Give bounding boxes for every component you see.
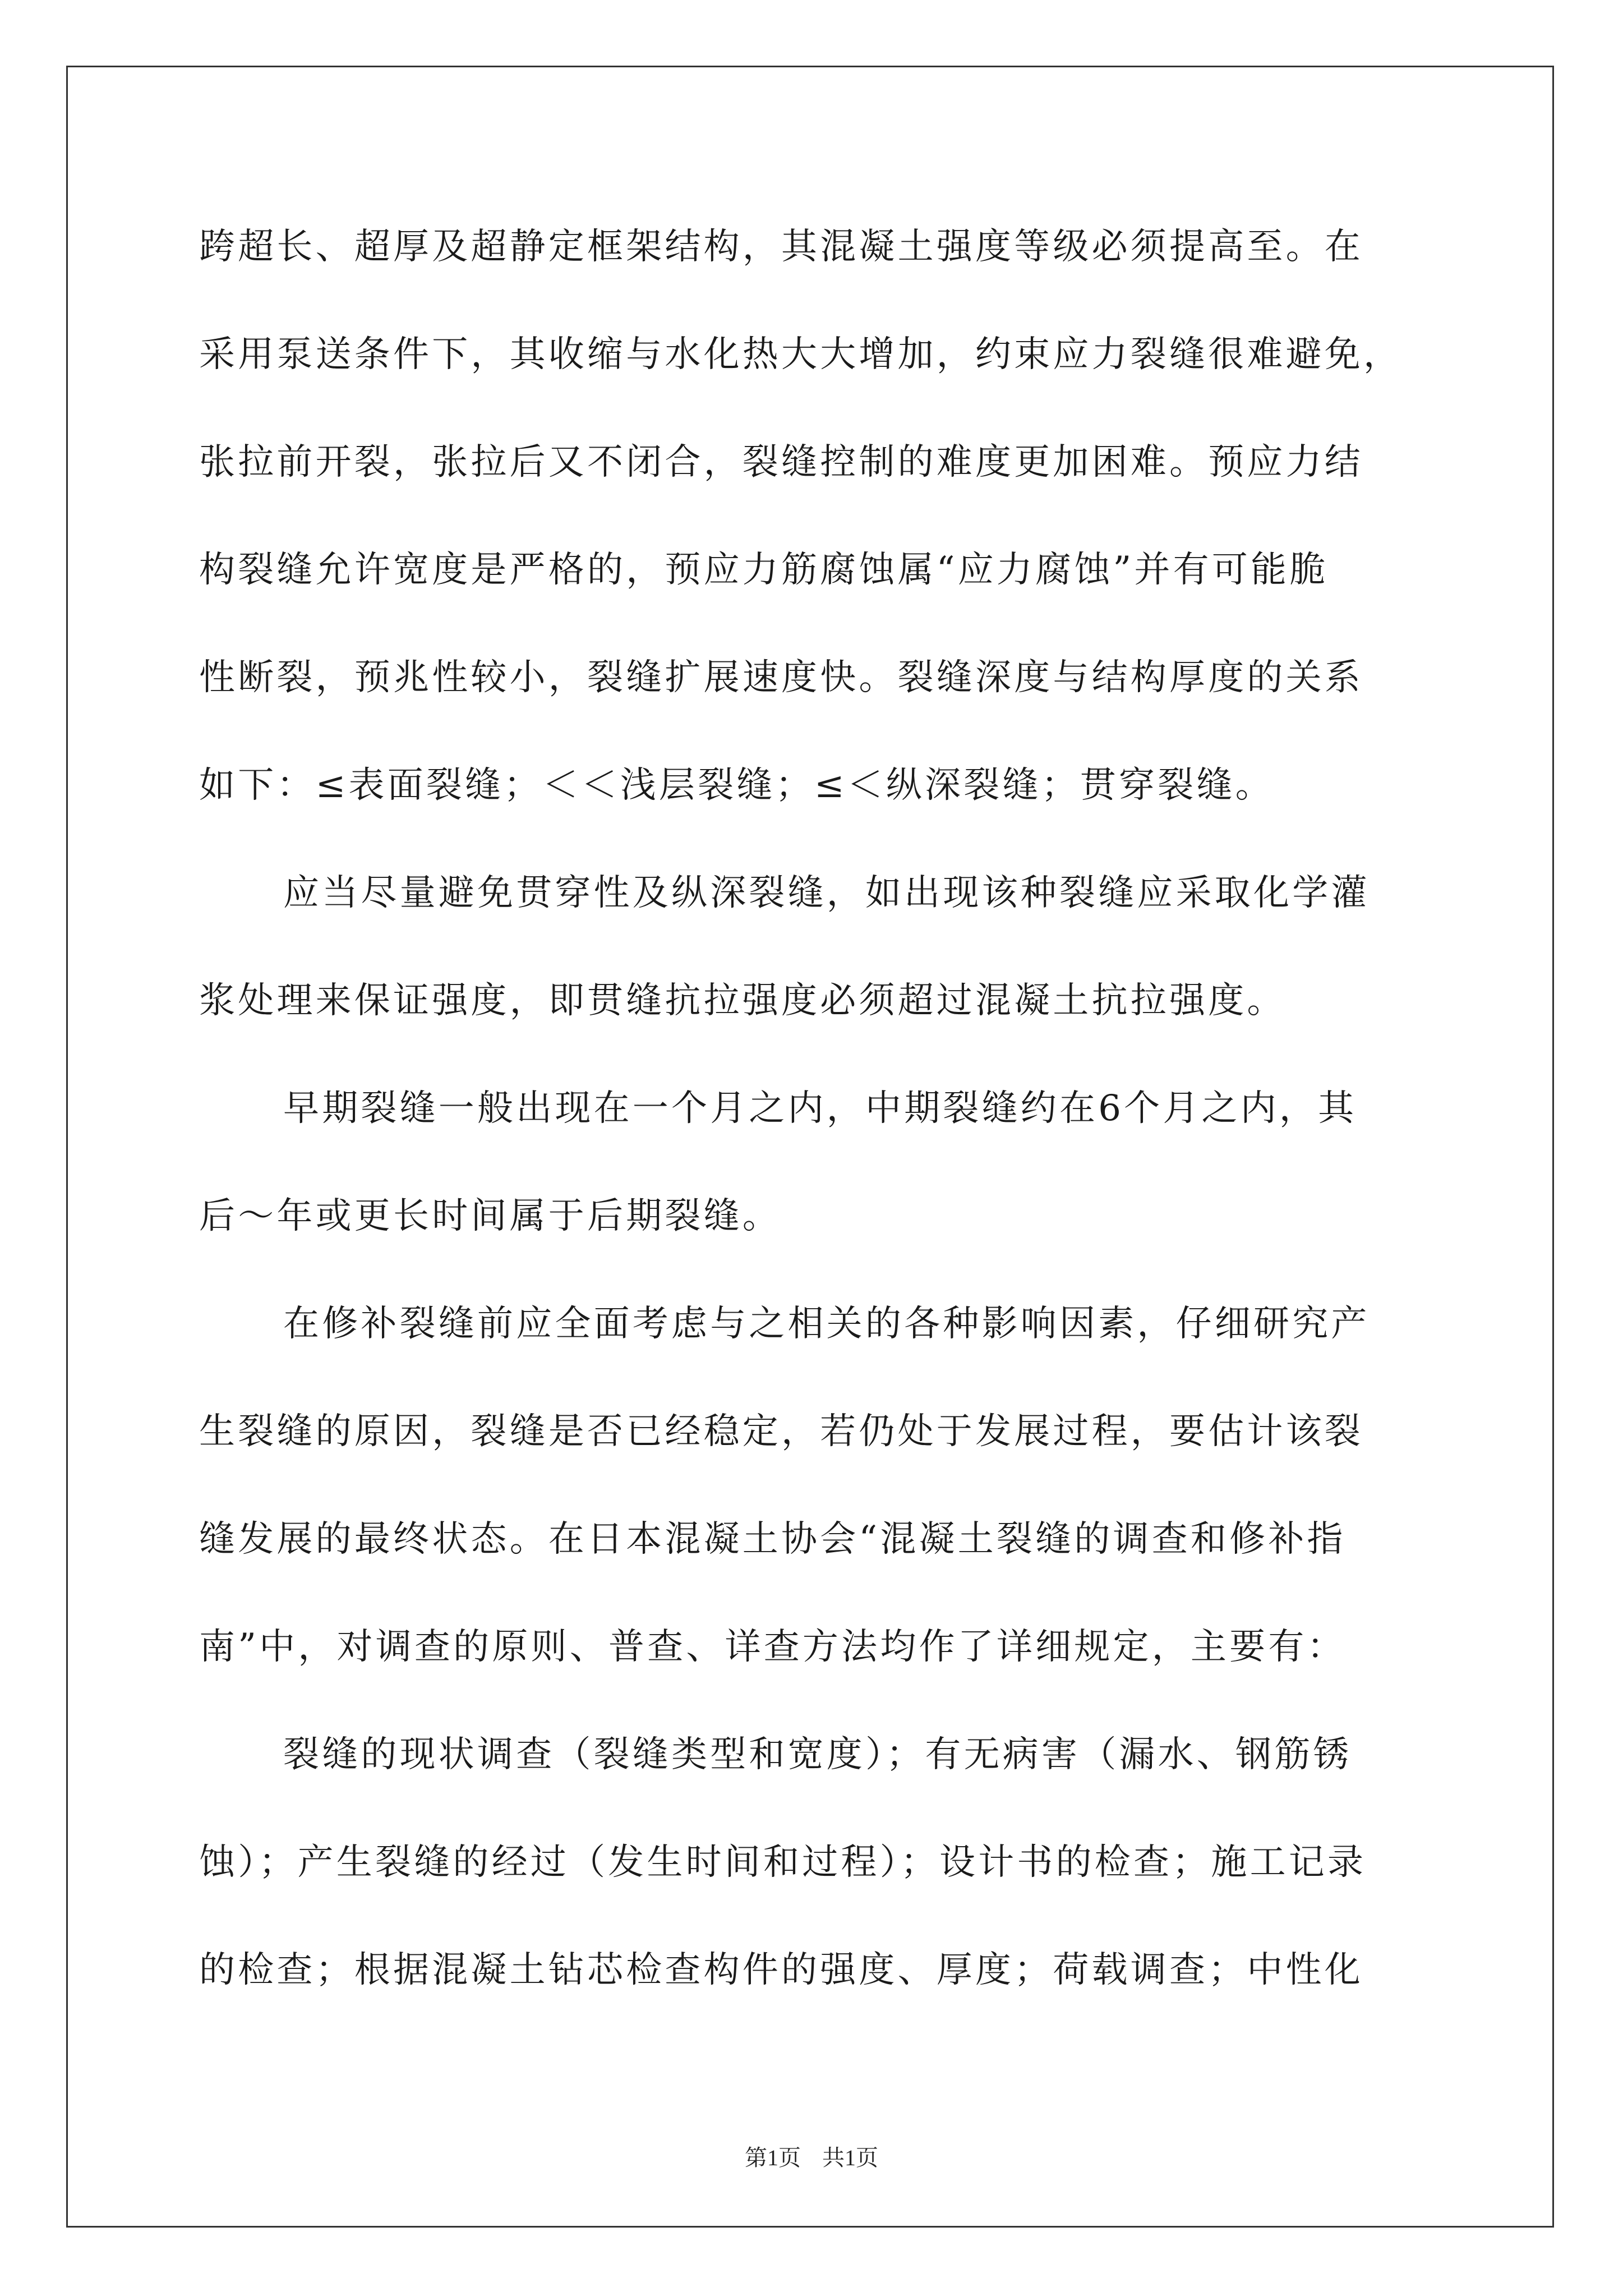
text-line: 在修补裂缝前应全面考虑与之相关的各种影响因素，仔细研究产	[283, 1303, 1370, 1345]
text-line: 缝发展的最终状态。在日本混凝土协会“混凝土裂缝的调查和修补指	[199, 1519, 1346, 1560]
text-line: 应当尽量避免贯穿性及纵深裂缝，如出现该种裂缝应采取化学灌	[283, 872, 1370, 914]
text-line: 生裂缝的原因，裂缝是否已经稳定，若仍处于发展过程，要估计该裂	[199, 1411, 1363, 1452]
text-line: 的检查；根据混凝土钻芯检查构件的强度、厚度；荷载调查；中性化	[199, 1949, 1363, 1991]
text-line: 张拉前开裂，张拉后又不闭合，裂缝控制的难度更加困难。预应力结	[199, 441, 1363, 483]
text-line: 早期裂缝一般出现在一个月之内，中期裂缝约在6个月之内，其	[283, 1088, 1357, 1129]
text-line: 后～年或更长时间属于后期裂缝。	[199, 1195, 781, 1237]
page-footer	[0, 2140, 1623, 2172]
text-line: 性断裂，预兆性较小，裂缝扩展速度快。裂缝深度与结构厚度的关系	[199, 657, 1363, 698]
text-line: 跨超长、超厚及超静定框架结构，其混凝土强度等级必须提高至。在	[199, 226, 1363, 268]
text-line: 浆处理来保证强度，即贯缝抗拉强度必须超过混凝土抗拉强度。	[199, 980, 1286, 1022]
text-line: 采用泵送条件下，其收缩与水化热大大增加，约束应力裂缝很难避免，	[199, 334, 1403, 375]
text-line: 南”中，对调查的原则、普查、详查方法均作了详细规定，主要有：	[199, 1626, 1346, 1668]
page-number-current: 第1页	[745, 2145, 801, 2170]
page-number-total: 共1页	[822, 2145, 878, 2170]
text-line: 蚀）；产生裂缝的经过（发生时间和过程）；设计书的检查；施工记录	[199, 1842, 1367, 1883]
text-line: 裂缝的现状调查（裂缝类型和宽度）；有无病害（漏水、钢筋锈	[283, 1734, 1352, 1775]
text-line: 构裂缝允许宽度是严格的，预应力筋腐蚀属“应力腐蚀”并有可能脆	[199, 549, 1329, 591]
text-line: 如下：≤表面裂缝；＜＜浅层裂缝；≤＜纵深裂缝；贯穿裂缝。	[199, 765, 1274, 806]
document-body	[199, 220, 1436, 2051]
